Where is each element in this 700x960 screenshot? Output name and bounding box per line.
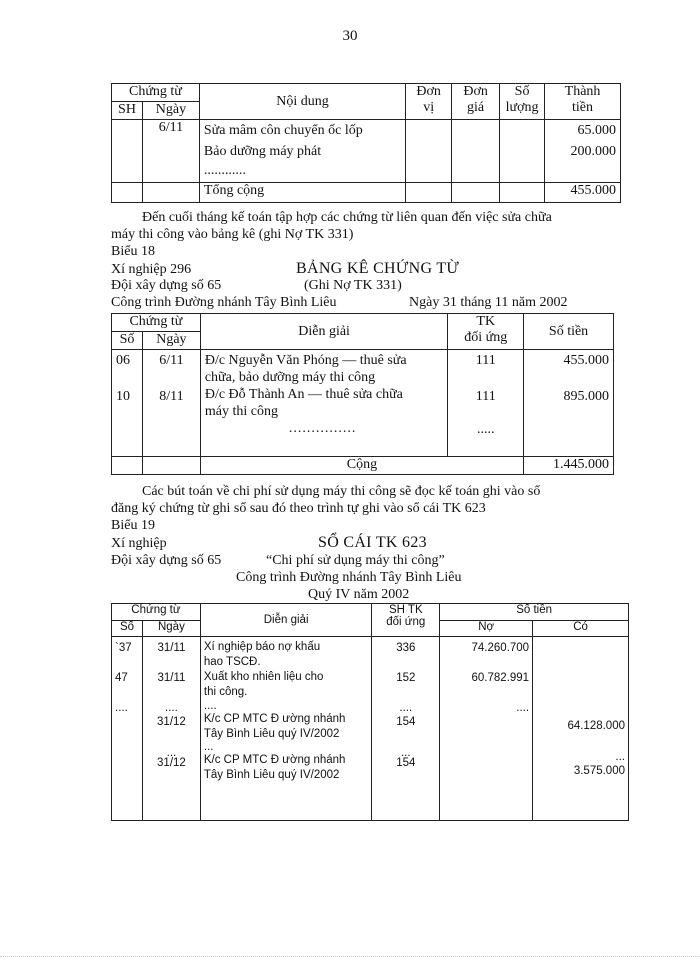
- header-so-luong: Số lượng: [500, 84, 545, 120]
- header-chung-tu: Chứng từ: [112, 604, 201, 621]
- total-value: 1.445.000: [524, 457, 614, 475]
- table-cell: [452, 120, 500, 183]
- header-ngay: Ngày: [142, 102, 199, 120]
- team-name: Đội xây dựng số 65: [111, 278, 222, 293]
- header-so-tien: Số tiền: [524, 314, 614, 350]
- company-name: Xí nghiệp: [111, 536, 167, 551]
- header-dien-giai: Diễn giải: [200, 314, 448, 350]
- header-don-vi: Đơn vị: [406, 84, 452, 120]
- header-tk-doi-ung: TK đối ứng: [448, 314, 524, 350]
- table-cell: [500, 120, 545, 183]
- table-cell: 74.260.700 60.782.991 ....: [440, 637, 533, 821]
- header-co: Có: [533, 621, 629, 637]
- paragraph-line: Các bút toán về chi phí sử dụng máy thi công sẽ đọc kế toán ghi vào sổ: [142, 484, 541, 499]
- table-cell: [406, 120, 452, 183]
- header-ngay: Ngày: [142, 332, 200, 350]
- voucher-list-table: [111, 313, 614, 475]
- table-cell: 455.000 895.000: [524, 350, 614, 457]
- team-name: Đội xây dựng số 65: [111, 553, 222, 568]
- table-cell: 111 111 .....: [448, 350, 524, 457]
- table-cell: 65.000 200.000: [545, 120, 621, 183]
- paragraph-line: Đến cuối tháng kế toán tập hợp các chứng từ liên quan đến việc sửa chữa: [142, 210, 552, 225]
- company-name: Xí nghiệp 296: [111, 262, 192, 277]
- ledger-table: [111, 603, 629, 821]
- header-ngay: Ngày: [142, 621, 200, 637]
- page-footer-divider: [0, 956, 700, 957]
- project-name: Công trình Đường nhánh Tây Bình Liêu: [111, 295, 337, 310]
- header-don-gia: Đơn giá: [452, 84, 500, 120]
- header-dien-giai: Diễn giải: [200, 604, 372, 637]
- document-period: Quý IV năm 2002: [308, 587, 410, 602]
- table-cell: 06 10: [112, 350, 143, 457]
- page-number: 30: [342, 28, 358, 44]
- header-thanh-tien: Thành tiền: [545, 84, 621, 120]
- repair-cost-table: [111, 83, 621, 203]
- total-label: Cộng: [200, 457, 523, 475]
- table-cell: Xí nghiệp báo nợ khấu hao TSCĐ. Xuất kho nhiên liệu cho thi công. .... K/c CP MTC Đ ường nhánh Tây Bình Liêu quý IV/2002 ... K/c CP MTC Đ ường nhánh Tây Bình Liêu quý IV/2002: [200, 637, 372, 821]
- table-cell: 31/11 31/11 .... 31/12 ... 31/12: [142, 637, 200, 821]
- header-so-tien: Số tiền: [440, 604, 629, 621]
- table-cell: 6/11: [142, 120, 199, 183]
- header-shtk: SH TK đối ứng: [372, 604, 440, 637]
- table-cell: Đ/c Nguyễn Văn Phóng — thuê sửa chữa, bảo dưỡng máy thi công Đ/c Đỗ Thành An — thuê sửa chữa máy thi công ...............: [200, 350, 448, 457]
- project-name: Công trình Đường nhánh Tây Bình Liêu: [236, 570, 462, 585]
- document-date: Ngày 31 tháng 11 năm 2002: [409, 295, 568, 310]
- header-chung-tu: Chứng từ: [112, 84, 200, 102]
- header-so: Số: [112, 621, 143, 637]
- header-chung-tu: Chứng từ: [112, 314, 201, 332]
- table-cell: `37 47 ....: [112, 637, 143, 821]
- header-noi-dung: Nội dung: [199, 84, 405, 120]
- document-title: BẢNG KÊ CHỨNG TỪ: [296, 260, 460, 277]
- document-subtitle: “Chi phí sử dụng máy thi công”: [266, 553, 445, 568]
- header-sh: SH: [112, 102, 143, 120]
- table-cell: 6/11 8/11: [142, 350, 200, 457]
- table-cell: [112, 120, 143, 183]
- table-cell: Sửa mâm côn chuyển ốc lốp Bảo dưỡng máy phát ............: [199, 120, 405, 183]
- table-cell: 336 152 .... 154 ... 154: [372, 637, 440, 821]
- header-no: Nợ: [440, 621, 533, 637]
- document-subtitle: (Ghi Nợ TK 331): [304, 278, 402, 293]
- paragraph-line: máy thi công vào bảng kê (ghi Nợ TK 331): [111, 227, 354, 242]
- table-cell: 64.128.000 ... 3.575.000: [533, 637, 629, 821]
- header-so: Số: [112, 332, 143, 350]
- paragraph-line: đăng ký chứng từ ghi sổ sau đó theo trình tự ghi vào sổ cái TK 623: [111, 501, 486, 516]
- bieu-18-label: Biểu 18: [111, 244, 155, 259]
- document-title: SỔ CÁI TK 623: [318, 534, 427, 551]
- bieu-19-label: Biểu 19: [111, 518, 155, 533]
- total-label: Tổng cộng: [199, 183, 405, 203]
- total-value: 455.000: [545, 183, 621, 203]
